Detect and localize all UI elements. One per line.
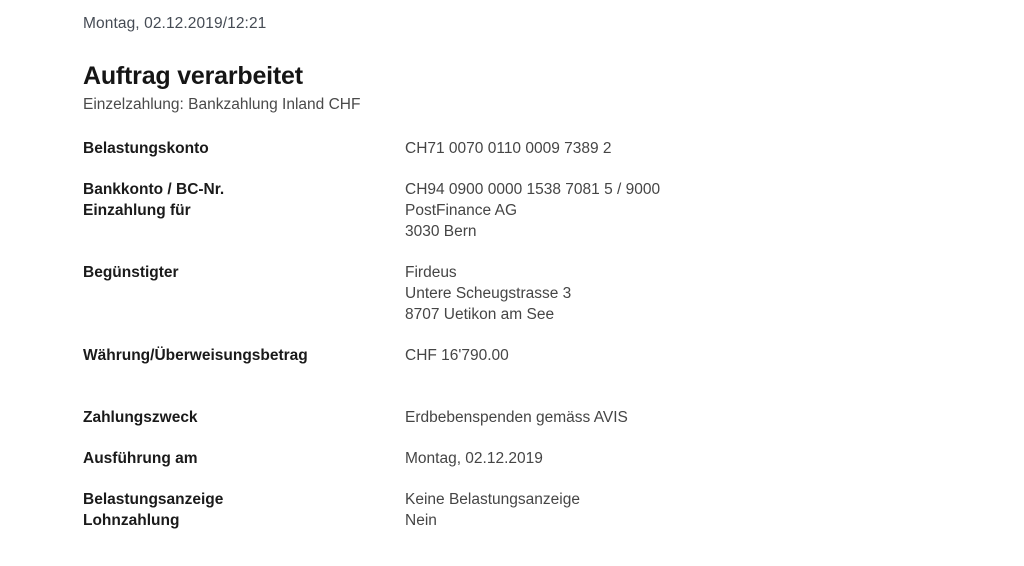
field-value: 3030 Bern bbox=[405, 223, 477, 240]
field-label: Begünstigter bbox=[83, 264, 179, 281]
field-value-column bbox=[405, 489, 1024, 531]
field-row bbox=[83, 448, 1024, 469]
field-label: Bankkonto / BC-Nr. bbox=[83, 181, 225, 198]
field-label: Belastungsanzeige bbox=[83, 491, 224, 508]
field-label: Zahlungszweck bbox=[83, 409, 198, 426]
field-value: Untere Scheugstrasse 3 bbox=[405, 285, 572, 302]
field-row bbox=[83, 407, 1024, 428]
field-value-column bbox=[405, 448, 1024, 469]
field-row bbox=[83, 262, 1024, 325]
field-row bbox=[83, 489, 1024, 531]
field-value: Keine Belastungsanzeige bbox=[405, 491, 580, 508]
field-label-column bbox=[83, 262, 405, 325]
field-value: Nein bbox=[405, 512, 437, 529]
field-value: 8707 Uetikon am See bbox=[405, 306, 555, 323]
field-row bbox=[83, 179, 1024, 242]
field-label: Währung/Überweisungsbetrag bbox=[83, 347, 308, 364]
field-label-column bbox=[83, 179, 405, 242]
field-value-column bbox=[405, 345, 1024, 366]
field-label: Lohnzahlung bbox=[83, 512, 180, 529]
field-value: CHF 16'790.00 bbox=[405, 347, 509, 364]
field-value: CH71 0070 0110 0009 7389 2 bbox=[405, 140, 612, 157]
field-label: Belastungskonto bbox=[83, 140, 209, 157]
field-label-column bbox=[83, 345, 405, 366]
page-title: Auftrag verarbeitet bbox=[83, 62, 303, 90]
field-label-column bbox=[83, 138, 405, 159]
field-list bbox=[83, 138, 1024, 531]
field-value: Montag, 02.12.2019 bbox=[405, 450, 543, 467]
field-value-column bbox=[405, 262, 1024, 325]
page-subtitle: Einzelzahlung: Bankzahlung Inland CHF bbox=[83, 96, 361, 113]
field-value: CH94 0900 0000 1538 7081 5 / 9000 bbox=[405, 181, 661, 198]
field-label-column bbox=[83, 489, 405, 531]
field-row bbox=[83, 138, 1024, 159]
field-value: PostFinance AG bbox=[405, 202, 518, 219]
field-label: Ausführung am bbox=[83, 450, 198, 467]
field-label-column bbox=[83, 407, 405, 428]
field-value: Firdeus bbox=[405, 264, 457, 281]
field-value-column bbox=[405, 179, 1024, 242]
field-label-column bbox=[83, 448, 405, 469]
header-datetime: Montag, 02.12.2019/12:21 bbox=[83, 15, 267, 32]
field-value: Erdbebenspenden gemäss AVIS bbox=[405, 409, 628, 426]
field-value-column bbox=[405, 407, 1024, 428]
field-value-column bbox=[405, 138, 1024, 159]
field-row bbox=[83, 345, 1024, 366]
field-label: Einzahlung für bbox=[83, 202, 191, 219]
